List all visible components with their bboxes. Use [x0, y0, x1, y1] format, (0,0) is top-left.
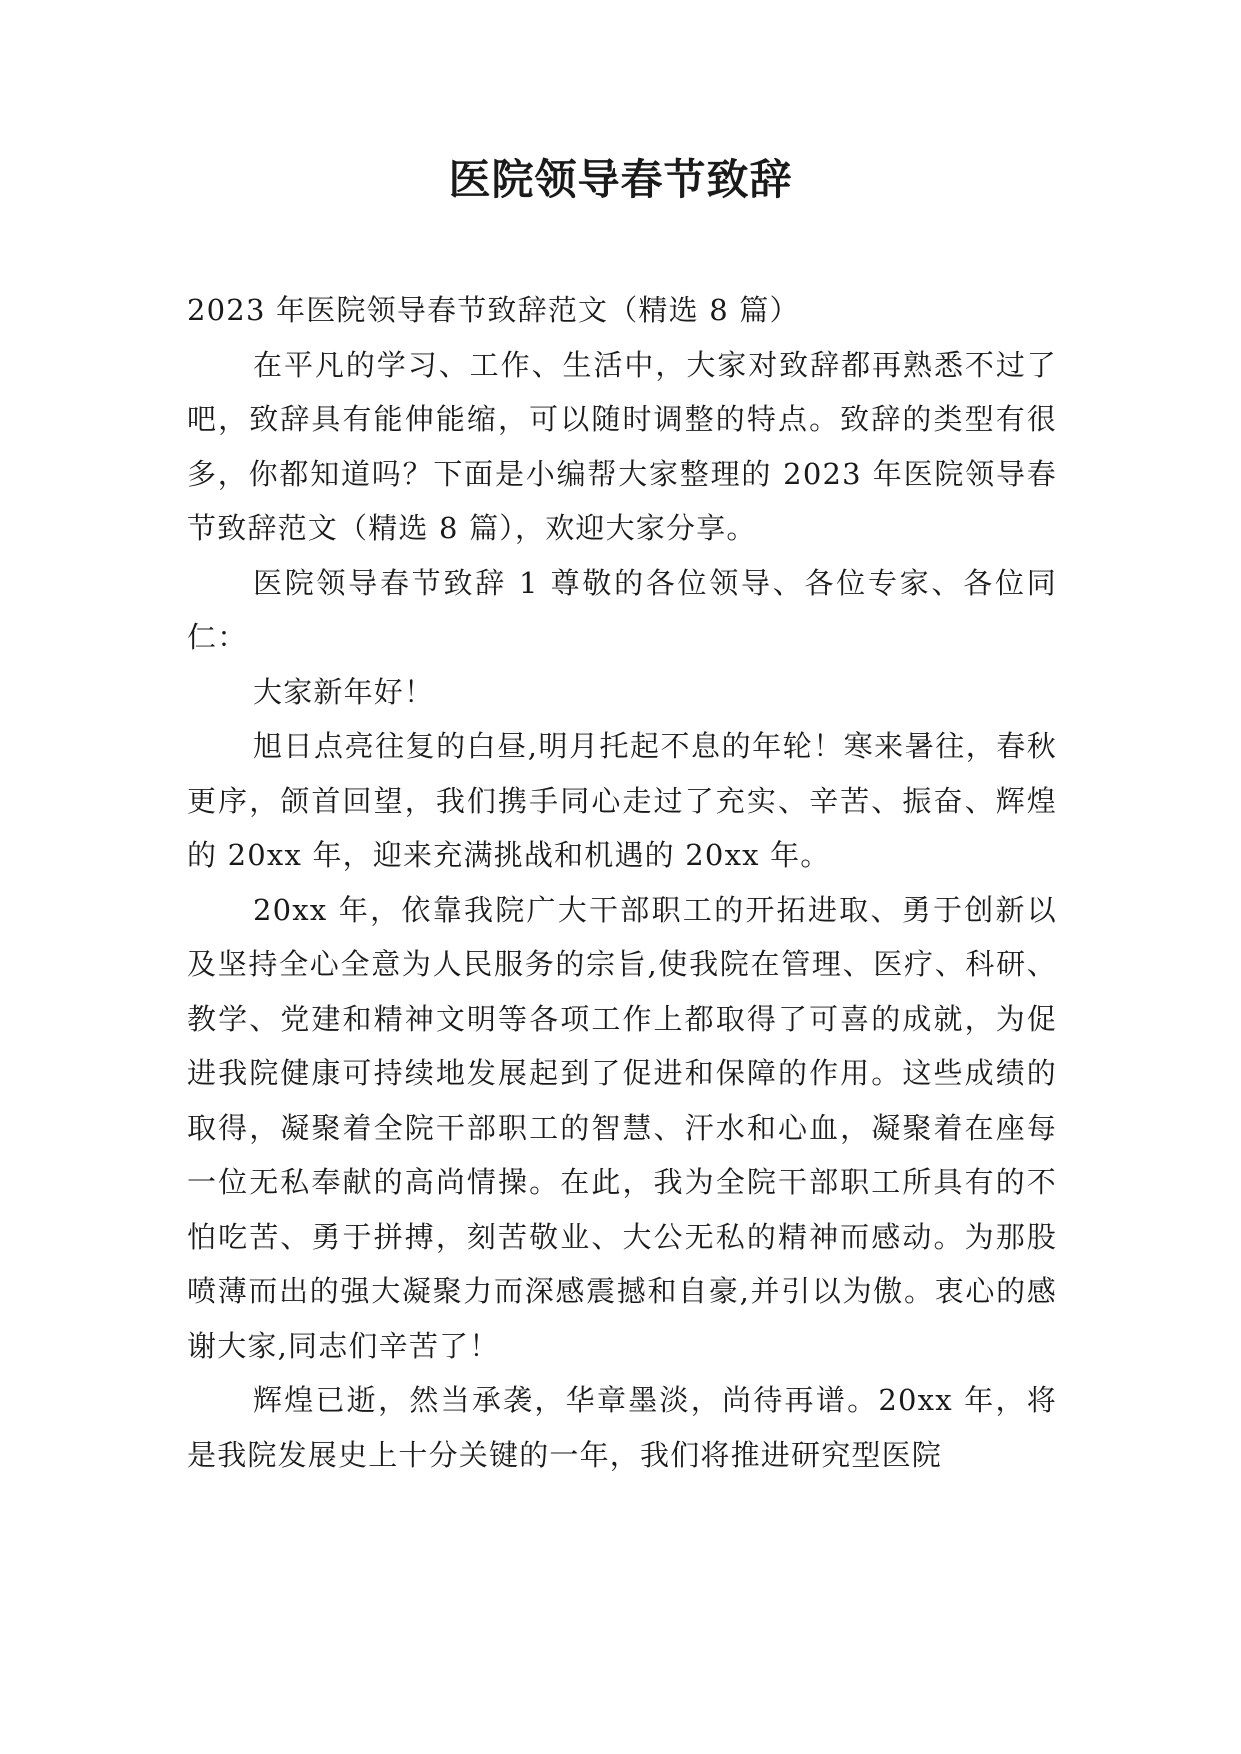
document-title: 医院领导春节致辞 [448, 155, 793, 204]
document-body [187, 283, 1057, 1482]
salutation-paragraph: 医院领导春节致辞 1 尊敬的各位领导、各位专家、各位同仁： [187, 565, 1057, 654]
body-paragraph: 20xx 年，依靠我院广大干部职工的开拓进取、勇于创新以及坚持全心全意为人民服务的宗旨,使我院在管理、医疗、科研、教学、党建和精神文明等各项工作上都取得了可喜的成就，为促进我院健康可持续地发展起到了促进和保障的作用。这些成绩的取得，凝聚着全院干部职工的智慧、汗水和心血，凝聚着在座每一位无私奉献的高尚情操。在此，我为全院干部职工所具有的不怕吃苦、勇于拼搏，刻苦敬业、大公无私的精神而感动。为那股喷薄而出的强大凝聚力而深感震撼和自豪,并引以为傲。衷心的感谢大家,同志们辛苦了！ [187, 892, 1057, 1363]
greeting-paragraph: 大家新年好！ [253, 674, 435, 709]
subtitle-line: 2023 年医院领导春节致辞范文（精选 8 篇） [187, 293, 800, 327]
body-paragraph: 旭日点亮往复的白昼,明月托起不息的年轮！寒来暑往，春秋更序，颌首回望，我们携手同心走过了充实、辛苦、振奋、辉煌的 20xx 年，迎来充满挑战和机遇的 20xx 年。 [187, 729, 1057, 872]
body-paragraph: 辉煌已逝，然当承袭，华章墨淡，尚待再谱。20xx 年，将是我院发展史上十分关键的一年，我们将推进研究型医院 [187, 1383, 1057, 1472]
intro-paragraph: 在平凡的学习、工作、生活中，大家对致辞都再熟悉不过了吧，致辞具有能伸能缩，可以随时调整的特点。致辞的类型有很多，你都知道吗？下面是小编帮大家整理的 2023 年医院领导春节致辞范文（精选 8 篇），欢迎大家分享。 [187, 347, 1057, 545]
